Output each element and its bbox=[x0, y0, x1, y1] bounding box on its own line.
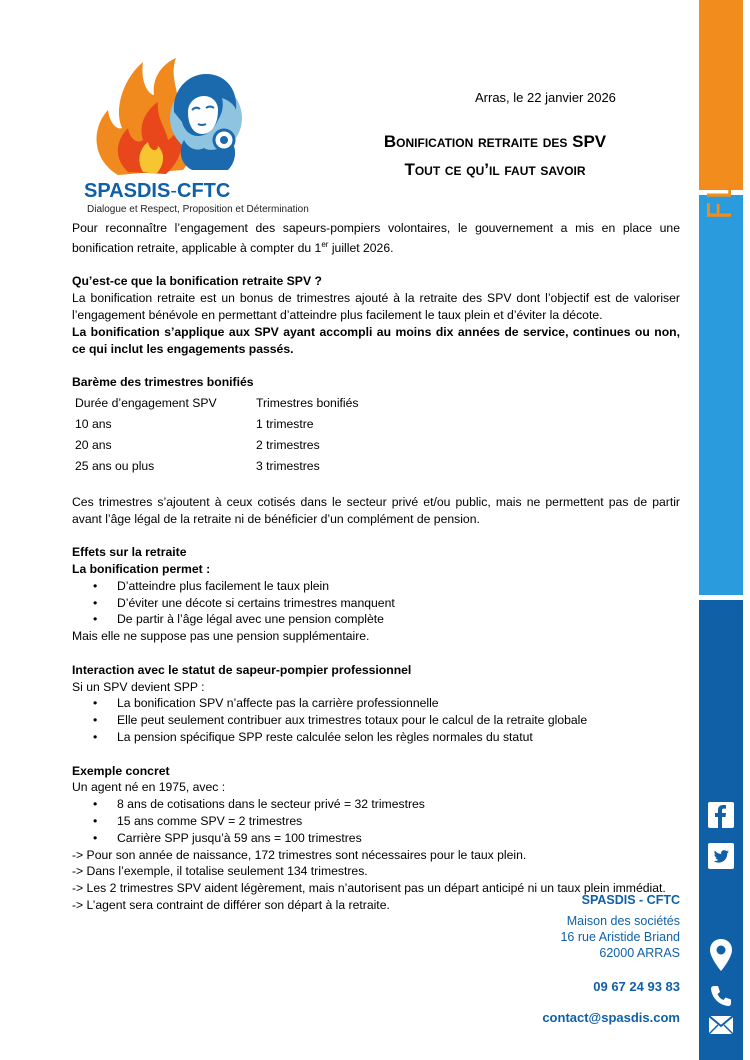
list-item: • 15 ans comme SPV = 2 trimestres bbox=[117, 813, 680, 830]
contact-phone[interactable]: 09 67 24 93 83 bbox=[593, 979, 680, 994]
conclusion-line: -> Dans l’exemple, il totalise seulement 134 trimestres. bbox=[72, 864, 368, 879]
table-row bbox=[72, 435, 362, 456]
paragraph-bold: La bonification s’applique aux SPV ayant accompli au moins dix années de service, continues ou non, ce qui inclut les engagements passés. bbox=[72, 324, 680, 356]
list-item: • Carrière SPP jusqu’à 59 ans = 100 trimestres bbox=[117, 830, 680, 847]
table-cell: 2 trimestres bbox=[256, 438, 320, 453]
list-item: • De partir à l’âge légal avec une pension complète bbox=[117, 611, 680, 628]
contact-brand: SPASDIS - CFTC bbox=[581, 893, 680, 907]
table-cell: 1 trimestre bbox=[256, 417, 314, 432]
table-cell: 25 ans ou plus bbox=[75, 459, 155, 474]
intro-paragraph: Pour reconnaître l’engagement des sapeurs-pompiers volontaires, le gouvernement a mis en place une bonification retraite, applicable à compter du 1er juillet 2026. bbox=[72, 221, 680, 255]
paragraph: Si un SPV devient SPP : bbox=[72, 679, 205, 694]
location-pin-icon bbox=[708, 938, 734, 972]
contact-block bbox=[520, 893, 680, 1025]
conclusion-line: -> L’agent sera contraint de différer son départ à la retraite. bbox=[72, 897, 390, 912]
table-row bbox=[72, 456, 362, 477]
address-line: 62000 ARRAS bbox=[599, 946, 680, 960]
list-item: • La bonification SPV n’affecte pas la carrière professionnelle bbox=[117, 695, 680, 712]
facebook-icon[interactable] bbox=[708, 802, 734, 828]
bareme-table bbox=[72, 393, 362, 477]
paragraph: Un agent né en 1975, avec : bbox=[72, 780, 226, 795]
table-row bbox=[72, 414, 362, 435]
flash-info-label: FLASH INFO bbox=[700, 13, 739, 220]
section-subheading: La bonification permet : bbox=[72, 562, 211, 577]
phone-icon bbox=[708, 983, 734, 1009]
bullet-list bbox=[72, 578, 680, 628]
contact-email-link[interactable]: contact@spasdis.com bbox=[542, 1010, 680, 1025]
bullet-list bbox=[72, 796, 680, 846]
note-paragraph: Ces trimestres s’ajoutent à ceux cotisés dans le secteur privé et/ou public, mais ne permettent pas de partir avant l’âge légal de la retraite ni de bénéficier d’un complément de pension. bbox=[72, 494, 680, 526]
logo-tagline: Dialogue et Respect, Proposition et Détermination bbox=[87, 204, 309, 215]
list-item: • D’éviter une décote si certains trimestres manquent bbox=[117, 595, 680, 612]
section-heading: Interaction avec le statut de sapeur-pompier professionnel bbox=[72, 662, 412, 677]
twitter-icon[interactable] bbox=[708, 843, 734, 869]
bareme-heading: Barème des trimestres bonifiés bbox=[72, 375, 254, 390]
address-line: Maison des sociétés bbox=[566, 914, 680, 928]
list-item: • 8 ans de cotisations dans le secteur privé = 32 trimestres bbox=[117, 796, 680, 813]
section-heading: Exemple concret bbox=[72, 763, 170, 778]
sidebar-light-blue-band bbox=[699, 195, 743, 595]
paragraph: La bonification retraite est un bonus de trimestres ajouté à la retraite des SPV dont l’objectif est de valoriser l’engagement bénévole en permettant d’atteindre plus facilement le taux plein et d’éviter la décote. bbox=[72, 291, 680, 323]
table-cell: 3 trimestres bbox=[256, 459, 320, 474]
list-item: • La pension spécifique SPP reste calculée selon les règles normales du statut bbox=[117, 729, 680, 746]
logo-wordmark: SPASDIS-CFTC bbox=[84, 180, 231, 202]
table-header-cell: Durée d’engagement SPV bbox=[75, 396, 217, 411]
table-header-cell: Trimestres bonifiés bbox=[256, 396, 359, 411]
mail-icon bbox=[708, 1014, 734, 1036]
document-title: Bonification retraite des SPV Tout ce qu’il faut savoir bbox=[383, 132, 607, 179]
conclusion-line: -> Pour son année de naissance, 172 trimestres sont nécessaires pour le taux plein. bbox=[72, 847, 527, 862]
document-body bbox=[72, 220, 680, 914]
document-date: Arras, le 22 janvier 2026 bbox=[475, 90, 616, 105]
list-item: • Elle peut seulement contribuer aux trimestres totaux pour le calcul de la retraite globale bbox=[117, 712, 680, 729]
section-heading: Effets sur la retraite bbox=[72, 545, 187, 560]
paragraph: Mais elle ne suppose pas une pension supplémentaire. bbox=[72, 629, 370, 644]
address-line: 16 rue Aristide Briand bbox=[560, 930, 680, 944]
list-item: • D’atteindre plus facilement le taux plein bbox=[117, 578, 680, 595]
table-cell: 20 ans bbox=[75, 438, 112, 453]
table-cell: 10 ans bbox=[75, 417, 112, 432]
section-heading: Qu’est-ce que la bonification retraite SPV ? bbox=[72, 274, 322, 289]
conclusion-line: -> Les 2 trimestres SPV aident légèrement, mais n’autorisent pas un départ anticipé ni un taux plein immédiat. bbox=[72, 881, 666, 896]
bullet-list bbox=[72, 695, 680, 745]
table-header-row bbox=[72, 393, 362, 414]
